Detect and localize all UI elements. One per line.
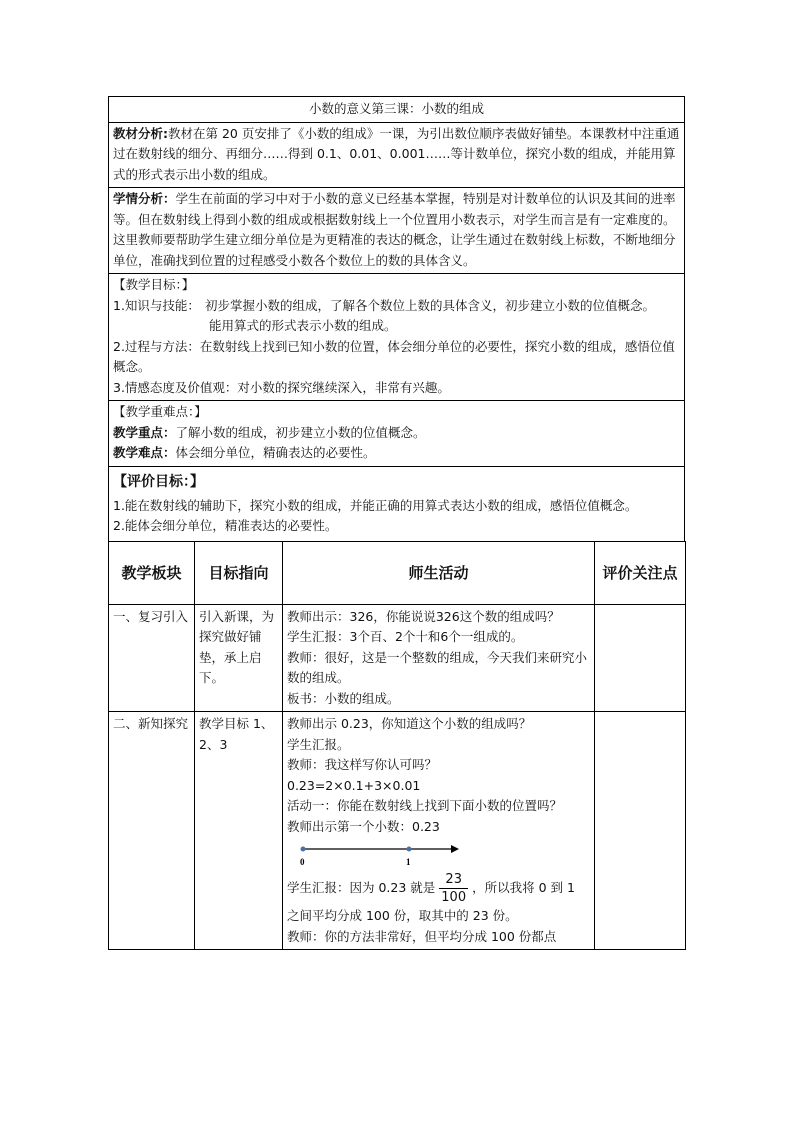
key-points: [108, 400, 685, 466]
keypoints-header: 【教学重难点：】: [113, 404, 207, 419]
report-post: ，所以我将 0 到 1: [472, 880, 575, 895]
key-label: 教学重点：: [113, 424, 176, 440]
evaluation-header: 【评价目标：】: [113, 473, 204, 490]
goal1-text: 初步掌握小数的组成，了解各个数位上数的具体含义，初步建立小数的位值概念。: [205, 297, 656, 313]
report-pre: 学生汇报：因为 0.23 就是: [287, 880, 436, 895]
evaluation-1: 1.能在数射线的辅助下，探究小数的组成，并能正确的用算式表达小数的组成，感悟位值概念。: [113, 497, 638, 513]
row2-activity: [283, 712, 595, 950]
header-section: 教学板块: [109, 541, 195, 604]
row2-line: 教师出示 0.23，你知道这个小数的组成吗？: [287, 716, 532, 731]
row2-line: 学生汇报。: [287, 736, 350, 752]
student-report: [287, 871, 590, 906]
row1-evaluation: [595, 604, 686, 712]
row2-last-line: 教师：你的方法非常好，但平均分成 100 份都点: [287, 928, 557, 944]
row1-section: 一、复习引入: [109, 604, 195, 712]
row2-target: 教学目标 1、2、3: [195, 712, 283, 950]
row2-evaluation: [595, 712, 686, 950]
teaching-goals: [108, 273, 685, 400]
header-activity: 师生活动: [283, 541, 595, 604]
number-line-label-0: 0: [300, 857, 305, 867]
row1-line: 学生汇报：3个百、2个十和6个一组成的。: [287, 629, 524, 644]
header-target: 目标指向: [195, 541, 283, 604]
table-row: [109, 712, 686, 950]
header-evaluation: 评价关注点: [595, 541, 686, 604]
row2-line: 教师出示第一个小数：0.23: [287, 818, 440, 834]
difficulty-text: 体会细分单位，精确表达的必要性。: [175, 445, 376, 460]
key-text: 了解小数的组成，初步建立小数的位值概念。: [175, 424, 426, 440]
row2-line: 0.23=2×0.1+3×0.01: [287, 777, 421, 793]
goal3: 3.情感态度及价值观：对小数的探究继续深入，非常有兴趣。: [113, 379, 450, 395]
learner-text: 学生在前面的学习中对于小数的意义已经基本掌握，特别是对计数单位的认识及其间的进率等。但在数射线上得到小数的组成或根据数射线上一个位置用小数表示，对学生而言是有一定难度的。这里教师要帮助学生建立细分单位是为更精准的表达的概念，让学生通过在数射线上标数，不断地细分单位，准确找到位置的过程感受小数各个数位上的数的具体含义。: [113, 191, 676, 268]
goal2: 2.过程与方法：在数射线上找到已知小数的位置，体会细分单位的必要性，探究小数的组成，感悟位值概念。: [113, 338, 675, 374]
number-line-arrow: [451, 845, 459, 853]
goals-header: 【教学目标：】: [113, 277, 195, 292]
material-label: 教材分析:: [113, 125, 168, 141]
row1-line: 板书：小数的组成。: [287, 690, 400, 706]
fraction-denominator: 100: [441, 890, 467, 905]
report-line2: 之间平均分成 100 份，取其中的 23 份。: [287, 908, 518, 923]
row1-line: 教师出示：326，你能说说326这个数的组成吗？: [287, 608, 560, 624]
lesson-plan: [108, 96, 685, 950]
row2-section: 二、新知探究: [109, 712, 195, 950]
fraction: [439, 871, 468, 906]
row1-target: 引入新课，为探究做好铺垫，承上启下。: [195, 604, 283, 712]
difficulty-label: 教学难点：: [113, 445, 176, 460]
activity-table: [108, 541, 686, 951]
evaluation-2: 2.能体会细分单位，精准表达的必要性。: [113, 518, 338, 533]
number-line-point-1: [407, 847, 412, 852]
table-row: [109, 604, 686, 712]
material-analysis: [108, 122, 685, 188]
row1-activity: [283, 604, 595, 712]
page-title: 小数的意义第三课：小数的组成: [108, 96, 685, 122]
learner-label: 学情分析：: [113, 191, 176, 206]
goal1-label: 1.知识与技能：: [113, 297, 200, 313]
fraction-numerator: 23: [439, 871, 468, 889]
learner-analysis: [108, 187, 685, 273]
number-line-point-0: [301, 847, 306, 852]
material-text: 教材在第 20 页安排了《小数的组成》一课，为引出数位顺序表做好铺垫。本课教材中注重通过在数射线的细分、再细分……得到 0.1、0.01、0.001……等计数单位，探究小数的组成，并能用算式的形式表示出小数的组成。: [113, 125, 680, 182]
row1-line: 教师：很好，这是一个整数的组成，今天我们来研究小数的组成。: [287, 649, 588, 685]
row2-line: 活动一：你能在数射线上找到下面小数的位置吗？: [287, 798, 563, 813]
goal1-text2: 能用算式的形式表示小数的组成。: [209, 318, 397, 333]
evaluation-goals: [108, 466, 685, 541]
number-line: [293, 841, 463, 867]
number-line-label-1: 1: [406, 857, 411, 867]
row2-line: 教师：我这样写你认可吗？: [287, 757, 438, 772]
table-header-row: [109, 541, 686, 604]
